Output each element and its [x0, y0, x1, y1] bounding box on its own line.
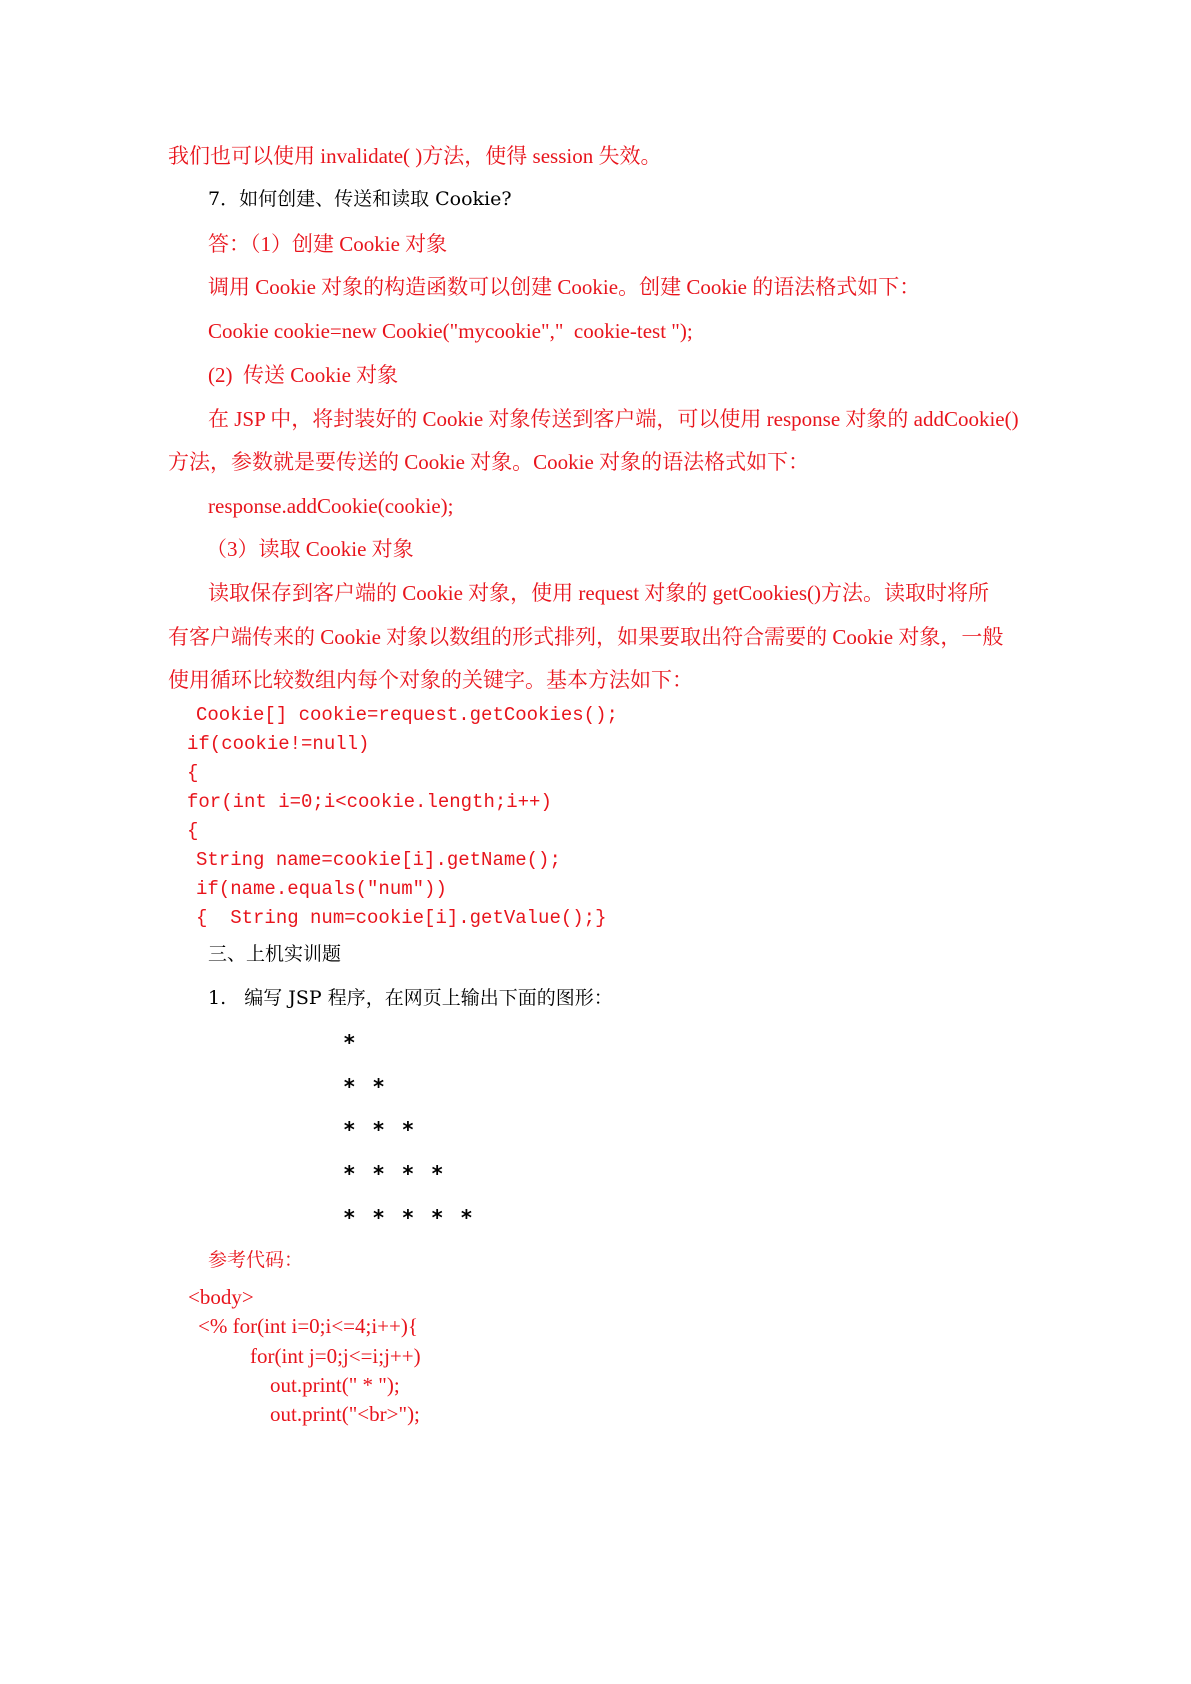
code-line: {	[187, 762, 199, 784]
star-row: * * *	[343, 1118, 417, 1142]
code-line: Cookie[] cookie=request.getCookies();	[196, 704, 618, 726]
code-line: { String num=cookie[i].getValue();}	[196, 907, 607, 929]
paragraph-invalidate: 我们也可以使用 invalidate( )方法，使得 session 失效。	[168, 144, 662, 168]
paragraph-send-cookie-1: 在 JSP 中，将封装好的 Cookie 对象传送到客户端，可以使用 response 对象的 addCookie()	[208, 407, 1019, 431]
star-row: * * * *	[343, 1162, 446, 1186]
code-line: for(int j=0;j<=i;j++)	[250, 1344, 421, 1368]
question-7: 7．如何创建、传送和读取 Cookie?	[208, 188, 512, 210]
practice-question-1: 1. 编写 JSP 程序，在网页上输出下面的图形：	[208, 987, 613, 1009]
code-add-cookie: response.addCookie(cookie);	[208, 494, 454, 518]
paragraph-create-cookie: 调用 Cookie 对象的构造函数可以创建 Cookie。创建 Cookie 的语法格式如下：	[208, 275, 921, 299]
paragraph-read-cookie-2: 有客户端传来的 Cookie 对象以数组的形式排列，如果要取出符合需要的 Cookie 对象，一般	[168, 625, 1004, 649]
paragraph-read-cookie-1: 读取保存到客户端的 Cookie 对象，使用 request 对象的 getCookies()方法。读取时将所	[208, 581, 990, 605]
answer-heading-send: (2) 传送 Cookie 对象	[208, 363, 399, 387]
code-line: out.print("<br>");	[270, 1402, 420, 1426]
section-heading-practice: 三、上机实训题	[208, 943, 342, 965]
answer-heading-create: 答：（1）创建 Cookie 对象	[208, 232, 448, 256]
star-row: * * * * *	[343, 1206, 475, 1230]
paragraph-send-cookie-2: 方法，参数就是要传送的 Cookie 对象。Cookie 对象的语法格式如下：	[168, 450, 810, 474]
code-line: <% for(int i=0;i<=4;i++){	[198, 1314, 418, 1338]
code-line: String name=cookie[i].getName();	[196, 849, 561, 871]
paragraph-read-cookie-3: 使用循环比较数组内每个对象的关键字。基本方法如下：	[168, 668, 693, 692]
code-line: for(int i=0;i<cookie.length;i++)	[187, 791, 552, 813]
reference-code-heading: 参考代码：	[208, 1249, 304, 1271]
code-line: <body>	[188, 1285, 254, 1309]
star-row: *	[343, 1031, 358, 1055]
star-row: * *	[343, 1075, 387, 1099]
code-create-cookie: Cookie cookie=new Cookie("mycookie"," cookie-test ");	[208, 319, 693, 343]
code-line: out.print(" * ");	[270, 1373, 400, 1397]
code-line: {	[187, 820, 199, 842]
code-line: if(cookie!=null)	[187, 733, 370, 755]
answer-heading-read: （3）读取 Cookie 对象	[206, 537, 414, 561]
code-line: if(name.equals("num"))	[196, 878, 447, 900]
